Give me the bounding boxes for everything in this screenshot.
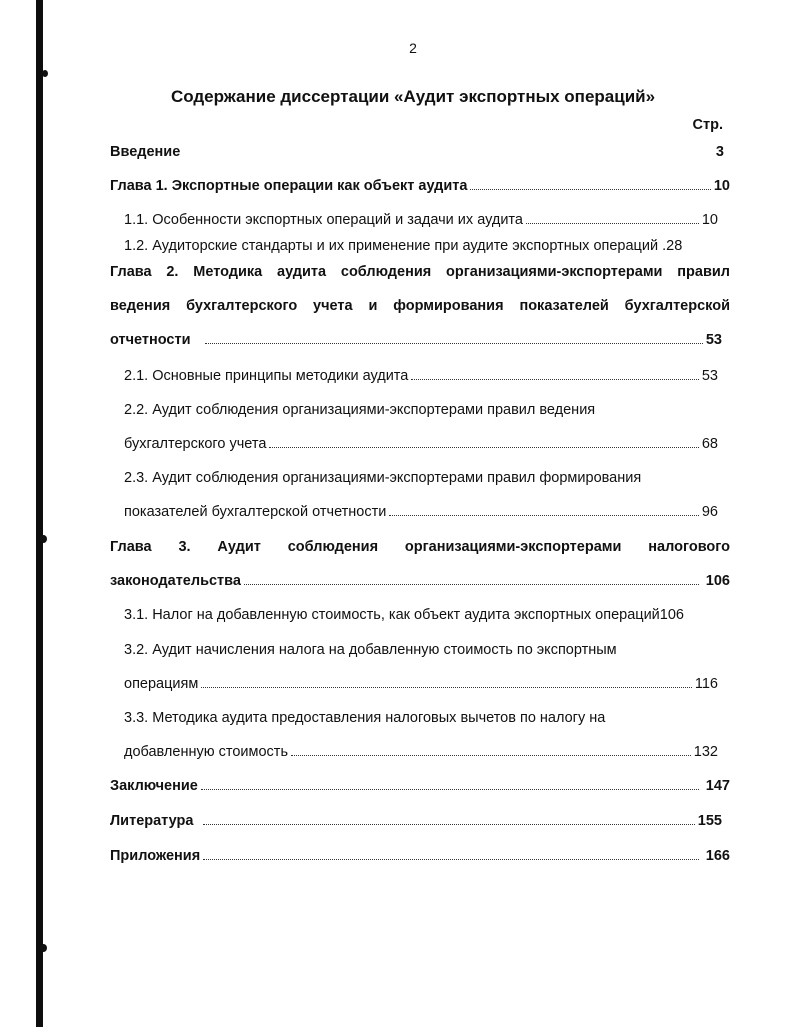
- toc-page: 68: [701, 436, 718, 452]
- toc-page: 116: [694, 676, 718, 692]
- toc-page: 155: [697, 813, 722, 829]
- toc-label: операциям: [124, 676, 199, 692]
- toc-label: показателей бухгалтерской отчетности: [124, 504, 387, 520]
- toc-entry-section-2-1[interactable]: [124, 367, 718, 385]
- leader-dots: [291, 743, 691, 756]
- toc-entry-section-3-3-line-1[interactable]: [124, 709, 718, 727]
- toc-entry-intro[interactable]: [110, 143, 730, 161]
- leader-dots: [201, 777, 699, 790]
- toc-entry-section-3-1[interactable]: [124, 606, 718, 624]
- toc-page: 53: [701, 368, 718, 384]
- toc-label: бухгалтерского учета: [124, 436, 267, 452]
- toc-entry-chapter-2-line-1[interactable]: [110, 263, 730, 281]
- scan-speck: [40, 944, 47, 952]
- toc-entry-section-2-2-line-1[interactable]: [124, 401, 718, 419]
- toc-label: Приложения: [110, 848, 201, 864]
- leader-dots: [470, 177, 710, 190]
- toc-label: 2.3. Аудит соблюдения организациями-экспортерами правил формирования: [124, 470, 642, 486]
- toc-page: 166: [705, 848, 730, 864]
- leader-dots: [269, 435, 698, 448]
- toc-entry-conclusion[interactable]: [110, 777, 730, 795]
- leader-dots: [205, 331, 703, 344]
- toc-label: 3.2. Аудит начисления налога на добавленную стоимость по экспортным: [124, 642, 617, 658]
- toc-label: ведения бухгалтерского учета и формирования показателей бухгалтерской: [110, 298, 730, 314]
- toc-entry-section-3-3-line-2[interactable]: [124, 743, 718, 761]
- toc-page: 10: [701, 212, 718, 228]
- toc-label: Литература: [110, 813, 194, 829]
- toc-label: 2.2. Аудит соблюдения организациями-экспортерами правил ведения: [124, 402, 596, 418]
- toc-label: Введение: [110, 144, 181, 160]
- toc-entry-chapter-3-line-2[interactable]: [110, 572, 730, 590]
- toc-entry-chapter-1[interactable]: [110, 177, 730, 195]
- toc-label: добавленную стоимость: [124, 744, 288, 760]
- toc-label: Глава 3. Аудит соблюдения организациями-экспортерами налогового: [110, 539, 730, 555]
- toc-page: 106: [705, 573, 730, 589]
- page-number: 2: [409, 40, 417, 56]
- toc-entry-section-2-3-line-2[interactable]: [124, 503, 718, 521]
- toc-entry-literature[interactable]: [110, 812, 722, 830]
- toc-entry-section-2-3-line-1[interactable]: [124, 469, 718, 487]
- toc-label: 1.1. Особенности экспортных операций и задачи их аудита: [124, 212, 523, 228]
- leader-dots: [389, 503, 699, 516]
- page-title: Содержание диссертации «Аудит экспортных операций»: [170, 87, 656, 106]
- toc-page: 28: [666, 238, 683, 254]
- toc-page: 53: [705, 332, 722, 348]
- leader-dots: [203, 847, 699, 860]
- toc-page: 132: [693, 744, 718, 760]
- toc-page: 3: [715, 144, 724, 160]
- toc-entry-chapter-2-line-3[interactable]: [110, 331, 722, 349]
- scan-speck: [42, 70, 48, 77]
- leader-dots: [244, 572, 699, 585]
- toc-label: 2.1. Основные принципы методики аудита: [124, 368, 409, 384]
- toc-page: 96: [701, 504, 718, 520]
- toc-entry-appendix[interactable]: [110, 847, 730, 865]
- toc-entry-section-3-2-line-1[interactable]: [124, 641, 718, 659]
- toc-label: 1.2. Аудиторские стандарты и их применение при аудите экспортных операций .: [124, 238, 667, 254]
- scan-edge-bar: [36, 0, 43, 1027]
- toc-page: 147: [705, 778, 730, 794]
- toc-label: Глава 1. Экспортные операции как объект аудита: [110, 178, 468, 194]
- toc-entry-chapter-3-line-1[interactable]: [110, 538, 730, 556]
- leader-dots: [203, 812, 694, 825]
- scan-speck: [40, 535, 47, 543]
- leader-dots: [526, 211, 699, 224]
- toc-entry-chapter-2-line-2[interactable]: [110, 297, 730, 315]
- toc-page: 10: [713, 178, 730, 194]
- toc-entry-section-2-2-line-2[interactable]: [124, 435, 718, 453]
- toc-label: отчетности: [110, 332, 191, 348]
- toc-page: 106: [659, 607, 684, 623]
- leader-dots: [411, 367, 699, 380]
- page-column-header: Стр.: [692, 117, 723, 133]
- toc-label: законодательства: [110, 573, 241, 589]
- toc-label: Заключение: [110, 778, 198, 794]
- toc-entry-section-1-1[interactable]: [124, 211, 718, 229]
- toc-label: Глава 2. Методика аудита соблюдения организациями-экспортерами правил: [110, 264, 730, 280]
- toc-entry-section-1-2[interactable]: [124, 237, 718, 255]
- leader-dots: [201, 675, 692, 688]
- toc-label: 3.3. Методика аудита предоставления налоговых вычетов по налогу на: [124, 710, 606, 726]
- toc-label: 3.1. Налог на добавленную стоимость, как объект аудита экспортных операций: [124, 607, 660, 623]
- toc-entry-section-3-2-line-2[interactable]: [124, 675, 718, 693]
